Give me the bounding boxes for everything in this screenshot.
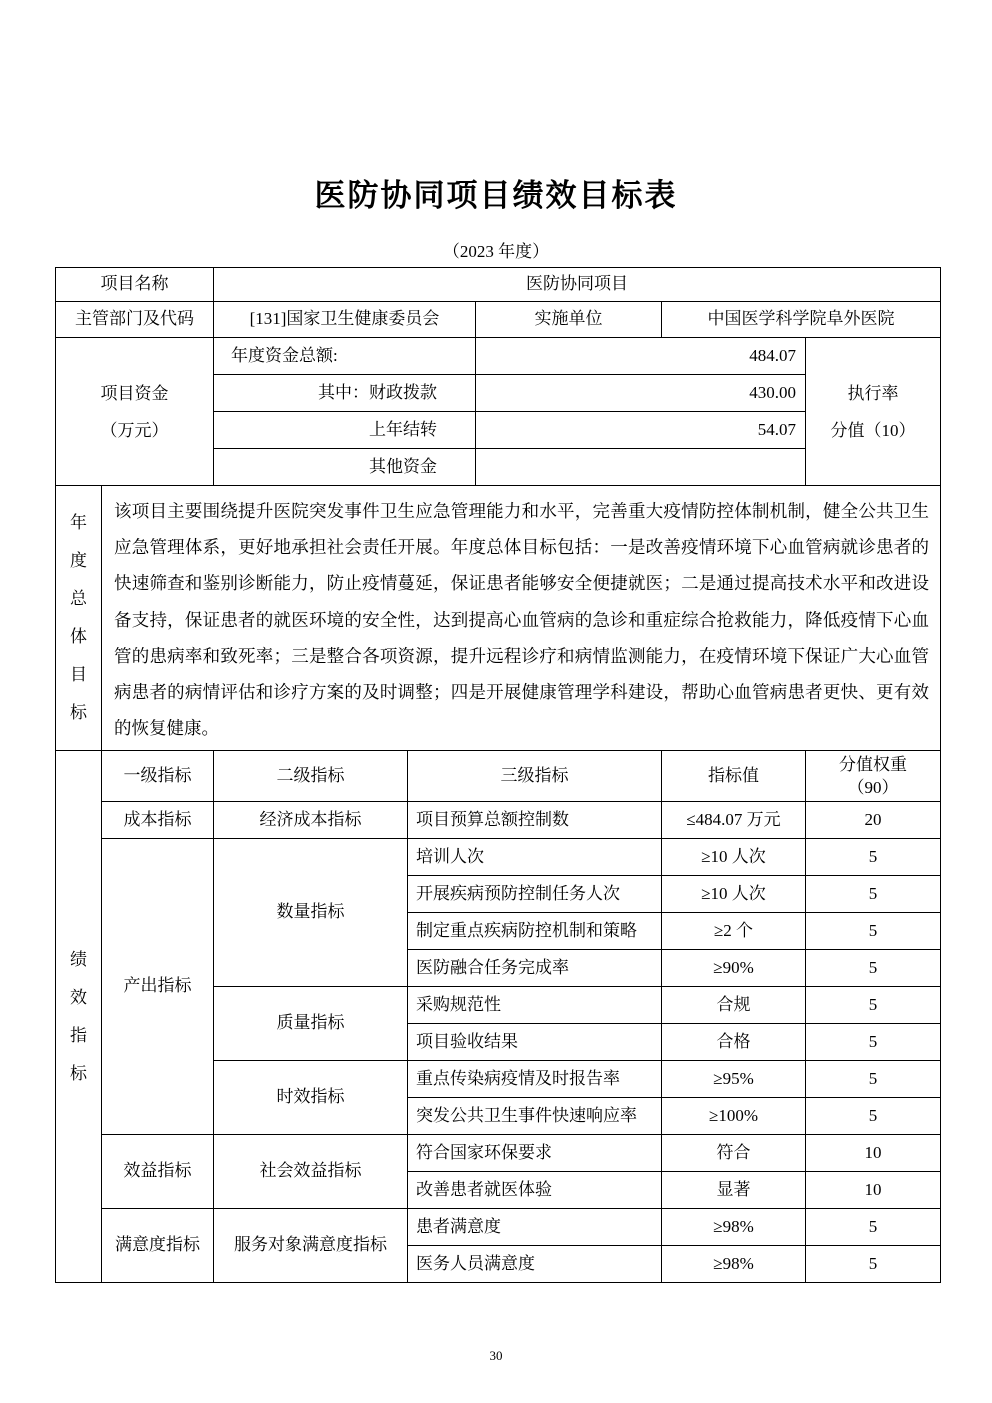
- annual-goal-label-cell: [56, 486, 102, 751]
- level2-indicator-cell: 服务对象满意度指标: [214, 1209, 408, 1283]
- indicator-weight-cell: 5: [806, 1024, 941, 1061]
- indicator-value-cell: ≥10 人次: [662, 876, 806, 913]
- department-label-cell: 主管部门及代码: [56, 302, 214, 338]
- level3-indicator-cell: 项目预算总额控制数: [408, 802, 662, 839]
- level3-indicator-cell: 采购规范性: [408, 987, 662, 1024]
- level1-indicator-cell: 成本指标: [102, 802, 214, 839]
- header-level1-cell: 一级指标: [102, 751, 214, 802]
- department-cell: [131]国家卫生健康委员会: [214, 302, 476, 338]
- project-name-cell: 医防协同项目: [214, 268, 941, 302]
- project-name-label-cell: 项目名称: [56, 268, 214, 302]
- funding-fiscal-label-cell: 其中：财政拨款: [214, 375, 476, 412]
- indicator-weight-cell: 10: [806, 1172, 941, 1209]
- funding-label-line1: 项目资金: [100, 383, 169, 403]
- level1-indicator-cell: 满意度指标: [102, 1209, 214, 1283]
- indicators-header-row: [56, 751, 941, 802]
- funding-other-value-cell: [476, 449, 806, 486]
- annual-goal-row: [56, 486, 941, 751]
- header-value-cell: 指标值: [662, 751, 806, 802]
- funding-total-label-cell: 年度资金总额:: [214, 338, 476, 375]
- level2-indicator-cell: 数量指标: [214, 839, 408, 987]
- funding-row-total: [56, 338, 941, 375]
- indicator-weight-cell: 5: [806, 839, 941, 876]
- indicator-value-cell: ≥95%: [662, 1061, 806, 1098]
- indicators-section-label-cell: [56, 751, 102, 1283]
- funding-other-label-cell: 其他资金: [214, 449, 476, 486]
- indicators-section-label: 绩效指标: [69, 949, 87, 1083]
- indicator-weight-cell: 10: [806, 1135, 941, 1172]
- indicator-weight-cell: 5: [806, 1209, 941, 1246]
- indicator-value-cell: ≥100%: [662, 1098, 806, 1135]
- level1-indicator-cell: 产出指标: [102, 839, 214, 1135]
- level3-indicator-cell: 项目验收结果: [408, 1024, 662, 1061]
- header-weight-cell: [806, 751, 941, 802]
- indicator-value-cell: 合规: [662, 987, 806, 1024]
- indicator-value-cell: ≥2 个: [662, 913, 806, 950]
- level3-indicator-cell: 开展疾病预防控制任务人次: [408, 876, 662, 913]
- annual-goal-label: 年度总体目标: [69, 513, 87, 723]
- indicator-value-cell: 符合: [662, 1135, 806, 1172]
- indicator-value-cell: 显著: [662, 1172, 806, 1209]
- funding-label-cell: [56, 338, 214, 486]
- level2-indicator-cell: 社会效益指标: [214, 1135, 408, 1209]
- level2-indicator-cell: 经济成本指标: [214, 802, 408, 839]
- level3-indicator-cell: 突发公共卫生事件快速响应率: [408, 1098, 662, 1135]
- level3-indicator-cell: 医务人员满意度: [408, 1246, 662, 1283]
- level3-indicator-cell: 培训人次: [408, 839, 662, 876]
- header-level3-cell: 三级指标: [408, 751, 662, 802]
- funding-total-value-cell: 484.07: [476, 338, 806, 375]
- level3-indicator-cell: 重点传染病疫情及时报告率: [408, 1061, 662, 1098]
- indicator-row: [56, 802, 941, 839]
- funding-fiscal-value-cell: 430.00: [476, 375, 806, 412]
- header-level2-cell: 二级指标: [214, 751, 408, 802]
- indicator-value-cell: ≥90%: [662, 950, 806, 987]
- indicator-value-cell: ≥98%: [662, 1246, 806, 1283]
- indicator-weight-cell: 20: [806, 802, 941, 839]
- level3-indicator-cell: 医防融合任务完成率: [408, 950, 662, 987]
- department-row: [56, 302, 941, 338]
- page-number: 30: [489, 1348, 503, 1363]
- indicator-value-cell: 合格: [662, 1024, 806, 1061]
- level1-indicator-cell: 效益指标: [102, 1135, 214, 1209]
- indicator-weight-cell: 5: [806, 1098, 941, 1135]
- indicator-weight-cell: 5: [806, 950, 941, 987]
- level3-indicator-cell: 符合国家环保要求: [408, 1135, 662, 1172]
- performance-target-table: [55, 267, 941, 1283]
- level3-indicator-cell: 患者满意度: [408, 1209, 662, 1246]
- indicator-weight-cell: 5: [806, 987, 941, 1024]
- execution-rate-score-cell: [806, 338, 941, 486]
- indicator-value-cell: ≥98%: [662, 1209, 806, 1246]
- funding-carryover-value-cell: 54.07: [476, 412, 806, 449]
- indicator-value-cell: ≤484.07 万元: [662, 802, 806, 839]
- indicator-weight-cell: 5: [806, 876, 941, 913]
- level3-indicator-cell: 制定重点疾病防控机制和策略: [408, 913, 662, 950]
- indicator-row: [56, 1135, 941, 1172]
- indicator-weight-cell: 5: [806, 1061, 941, 1098]
- implementing-unit-label-cell: 实施单位: [476, 302, 662, 338]
- header-weight-line1: 分值权重: [839, 755, 907, 775]
- indicator-row: [56, 1209, 941, 1246]
- funding-label-line2: （万元）: [100, 420, 169, 440]
- level2-indicator-cell: 时效指标: [214, 1061, 408, 1135]
- indicator-row: [56, 839, 941, 876]
- document-title: 医防协同项目绩效目标表: [314, 178, 678, 214]
- project-name-row: [56, 268, 941, 302]
- indicator-value-cell: ≥10 人次: [662, 839, 806, 876]
- implementing-unit-cell: 中国医学科学院阜外医院: [662, 302, 941, 338]
- annual-goal-text-cell: 该项目主要围绕提升医院突发事件卫生应急管理能力和水平，完善重大疫情防控体制机制，健全公共卫生应急管理体系，更好地承担社会责任开展。年度总体目标包括：一是改善疫情环境下心血管病就诊患者的快速筛查和鉴别诊断能力，防止疫情蔓延，保证患者能够安全便捷就医；二是通过提高技术水平和改进设备支持，保证患者的就医环境的安全性，达到提高心血管病的急诊和重症综合抢救能力，降低疫情下心血管的患病率和致死率；三是整合各项资源，提升远程诊疗和病情监测能力，在疫情环境下保证广大心血管病患者的病情评估和诊疗方案的及时调整；四是开展健康管理学科建设，帮助心血管病患者更快、更有效的恢复健康。: [102, 486, 941, 751]
- indicator-weight-cell: 5: [806, 1246, 941, 1283]
- execution-rate-line1: 执行率: [847, 383, 899, 403]
- execution-rate-line2: 分值（10）: [830, 420, 916, 440]
- funding-carryover-label-cell: 上年结转: [214, 412, 476, 449]
- indicator-weight-cell: 5: [806, 913, 941, 950]
- header-weight-line2: （90）: [847, 778, 899, 798]
- level3-indicator-cell: 改善患者就医体验: [408, 1172, 662, 1209]
- level2-indicator-cell: 质量指标: [214, 987, 408, 1061]
- document-subtitle: （2023 年度）: [442, 242, 550, 261]
